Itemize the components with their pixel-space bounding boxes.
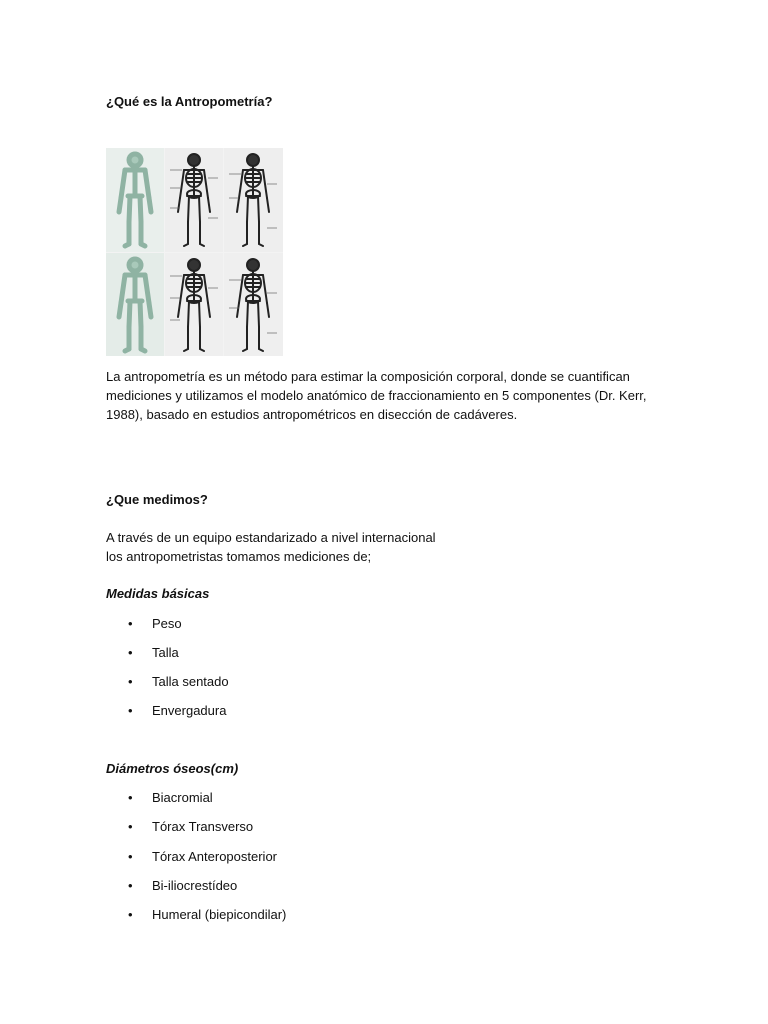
list-item-humeral: Humeral (biepicondilar)	[152, 907, 287, 922]
intro-line-1: La antropometría es un método para estimar la composición corporal, donde se cuantifican	[106, 369, 630, 384]
list-item-talla: Talla	[152, 645, 179, 660]
section-title-diametros-oseos: Diámetros óseos(cm)	[106, 761, 239, 776]
anatomical-skeleton-figures-icon	[106, 148, 283, 356]
intro-line-3: 1988), basado en estudios antropométricos en disección de cadáveres.	[106, 407, 518, 422]
bullet-icon: •	[128, 703, 133, 718]
section-title-medidas-basicas: Medidas básicas	[106, 586, 210, 601]
bullet-icon: •	[128, 645, 133, 660]
bullet-icon: •	[128, 674, 133, 689]
list-item-torax-transverso: Tórax Transverso	[152, 819, 254, 834]
anatomical-skeleton-figures-image	[106, 148, 283, 356]
intro-line-2: mediciones y utilizamos el modelo anatómico de fraccionamiento en 5 componentes (Dr. Kerr,	[106, 388, 647, 403]
list-item-talla-sentado: Talla sentado	[152, 674, 229, 689]
para2-line-1: A través de un equipo estandarizado a nivel internacional	[106, 530, 436, 545]
list-item-torax-anteroposterior: Tórax Anteroposterior	[152, 849, 278, 864]
bullet-icon: •	[128, 616, 133, 631]
list-item-envergadura: Envergadura	[152, 703, 227, 718]
heading-que-es-antropometria: ¿Qué es la Antropometría?	[106, 94, 273, 109]
heading-que-medimos: ¿Que medimos?	[106, 492, 208, 507]
bullet-icon: •	[128, 849, 133, 864]
bullet-icon: •	[128, 907, 133, 922]
bullet-icon: •	[128, 878, 133, 893]
bullet-icon: •	[128, 819, 133, 834]
para2-line-2: los antropometristas tomamos mediciones de;	[106, 549, 372, 564]
list-item-peso: Peso	[152, 616, 182, 631]
bullet-icon: •	[128, 790, 133, 805]
list-item-biacromial: Biacromial	[152, 790, 213, 805]
list-item-bi-iliocrestideo: Bi-iliocrestídeo	[152, 878, 238, 893]
